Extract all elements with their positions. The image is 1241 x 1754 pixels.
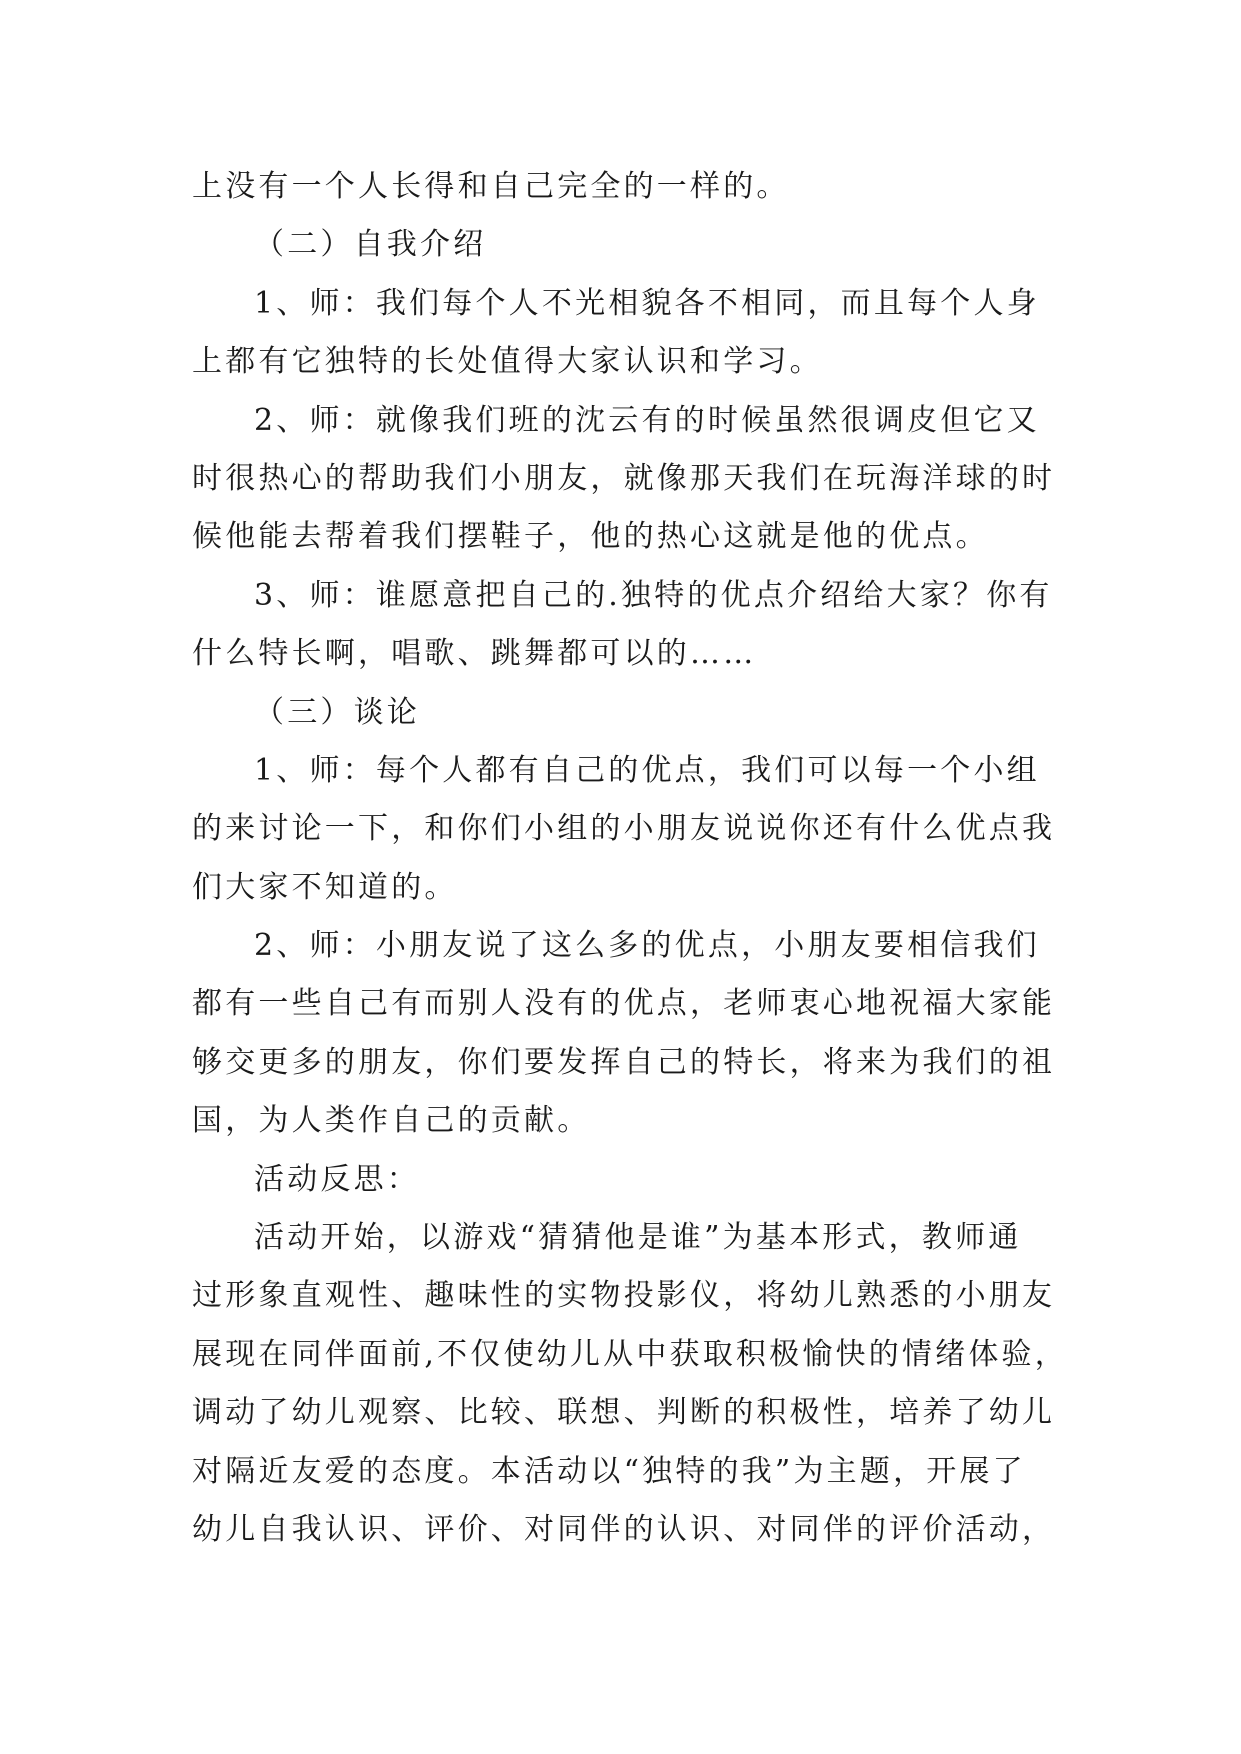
text-line: 时很热心的帮助我们小朋友，就像那天我们在玩海洋球的时 [192, 460, 1056, 496]
text-line: 活动开始，以游戏“猜猜他是谁”为基本形式，教师通 [254, 1220, 1022, 1256]
text-line: 对隔近友爱的态度。本活动以“独特的我”为主题，开展了 [192, 1453, 1026, 1489]
text-line: 1、师：我们每个人不光相貌各不相同，而且每个人身 [254, 285, 1040, 321]
text-line: 上没有一个人长得和自己完全的一样的。 [192, 169, 790, 204]
text-line: 过形象直观性、趣味性的实物投影仪，将幼儿熟悉的小朋友 [192, 1278, 1056, 1314]
section-heading: （二）自我介绍 [254, 227, 487, 263]
text-line: 候他能去帮着我们摆鞋子，他的热心这就是他的优点。 [192, 519, 989, 555]
text-line: 够交更多的朋友，你们要发挥自己的特长，将来为我们的祖 [192, 1044, 1056, 1080]
text-line: 调动了幼儿观察、比较、联想、判断的积极性，培养了幼儿 [192, 1395, 1056, 1431]
text-line: 展现在同伴面前,不仅使幼儿从中获取积极愉快的情绪体验， [192, 1336, 1068, 1372]
text-line: 的来讨论一下，和你们小组的小朋友说说你还有什么优点我 [192, 811, 1056, 847]
text-line: 国，为人类作自己的贡献。 [192, 1103, 591, 1139]
text-line: 什么特长啊，唱歌、跳舞都可以的…… [192, 636, 757, 672]
text-line: 1、师：每个人都有自己的优点，我们可以每一个小组 [254, 752, 1040, 788]
text-line: 幼儿自我认识、评价、对同伴的认识、对同伴的评价活动， [192, 1511, 1056, 1547]
section-heading: （三）谈论 [254, 694, 420, 730]
section-heading: 活动反思： [254, 1161, 420, 1197]
text-line: 2、师：就像我们班的沈云有的时候虽然很调皮但它又 [254, 402, 1040, 438]
text-line: 上都有它独特的长处值得大家认识和学习。 [192, 344, 823, 380]
text-line: 2、师：小朋友说了这么多的优点，小朋友要相信我们 [254, 928, 1040, 964]
text-line: 们大家不知道的。 [192, 869, 458, 905]
text-line: 3、师：谁愿意把自己的.独特的优点介绍给大家？你有 [254, 577, 1053, 613]
text-line: 都有一些自己有而别人没有的优点，老师衷心地祝福大家能 [192, 986, 1056, 1022]
document-body [192, 158, 1068, 1559]
